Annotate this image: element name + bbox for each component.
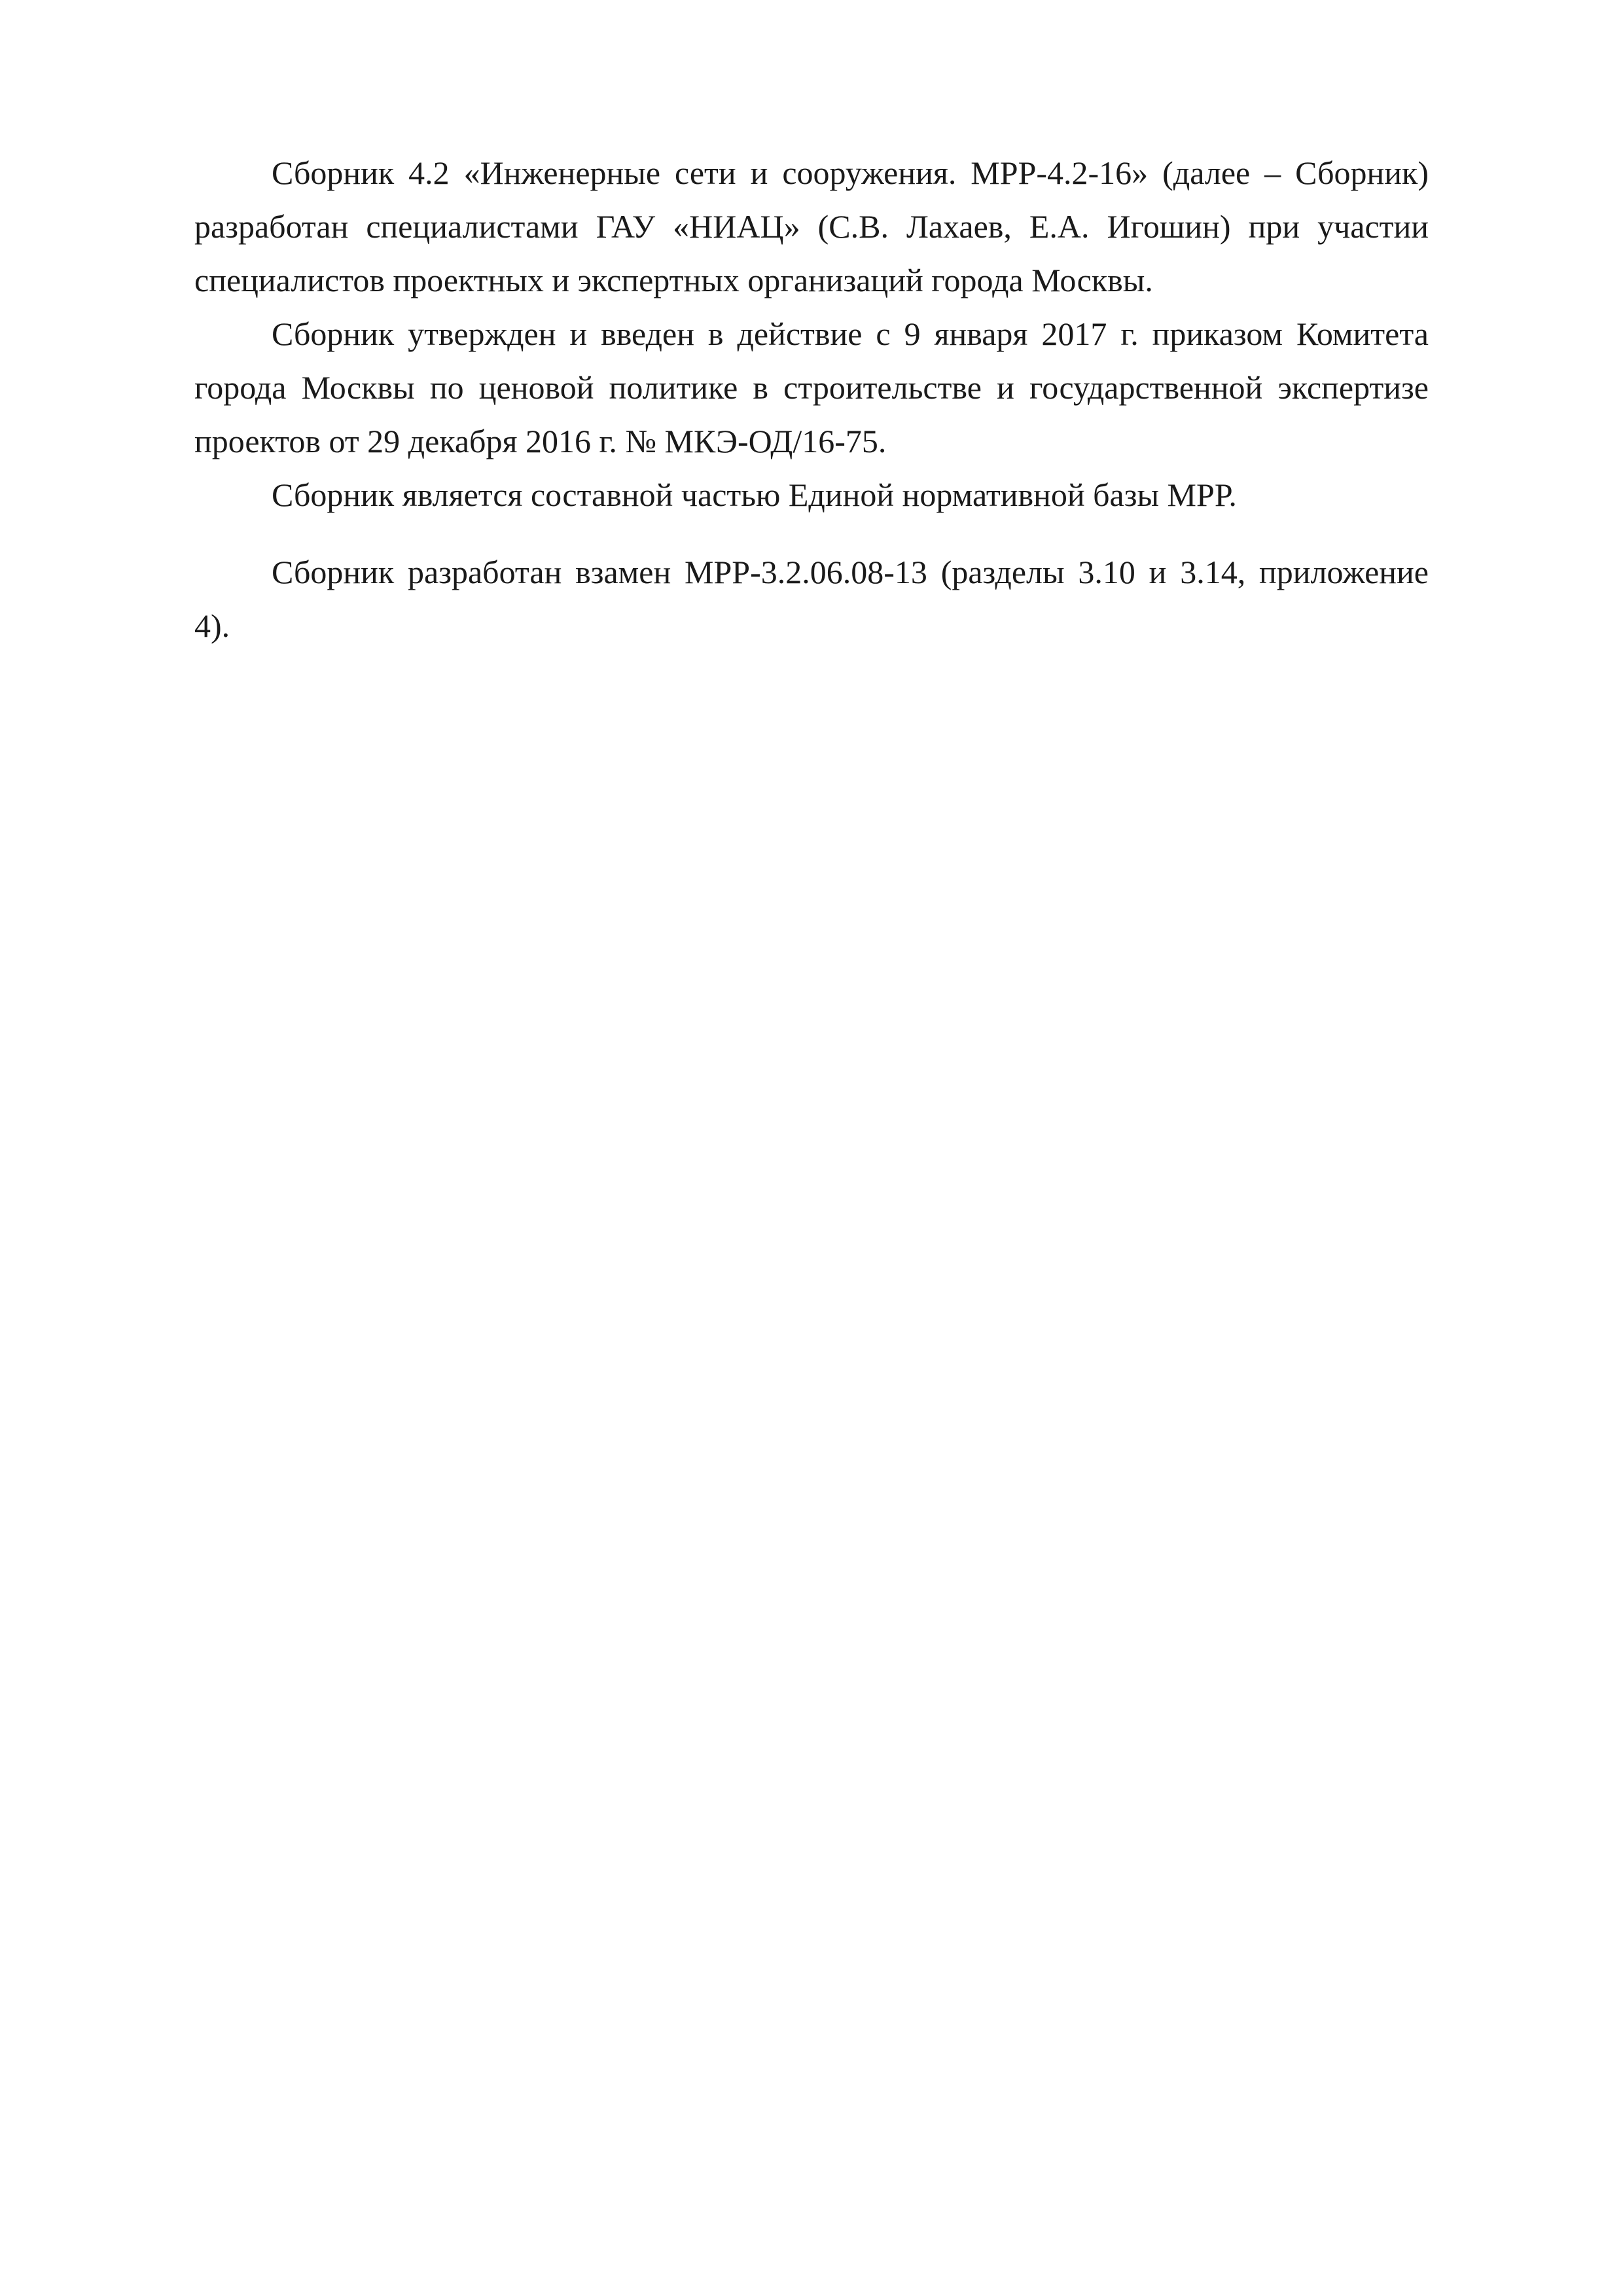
paragraph-authors: Сборник 4.2 «Инженерные сети и сооружения. МРР-4.2-16» (далее – Сборник) разработан специалистами ГАУ «НИАЦ» (С.В. Лахаев, Е.А. Игошин) при участии специалистов проектных и экспертных организаций города Москвы. [194,154,1429,298]
paragraph-normative-base: Сборник является составной частью Единой нормативной базы МРР. [272,476,1237,513]
document-body [194,146,1429,653]
paragraph-approval: Сборник утвержден и введен в действие с 9 января 2017 г. приказом Комитета города Москвы по ценовой политике в строительстве и государственной экспертизе проектов от 29 декабря 2016 г. № МКЭ-ОД/16-75. [194,315,1429,459]
paragraph-replacement: Сборник разработан взамен МРР-3.2.06.08-13 (разделы 3.10 и 3.14, приложение 4). [194,554,1429,644]
